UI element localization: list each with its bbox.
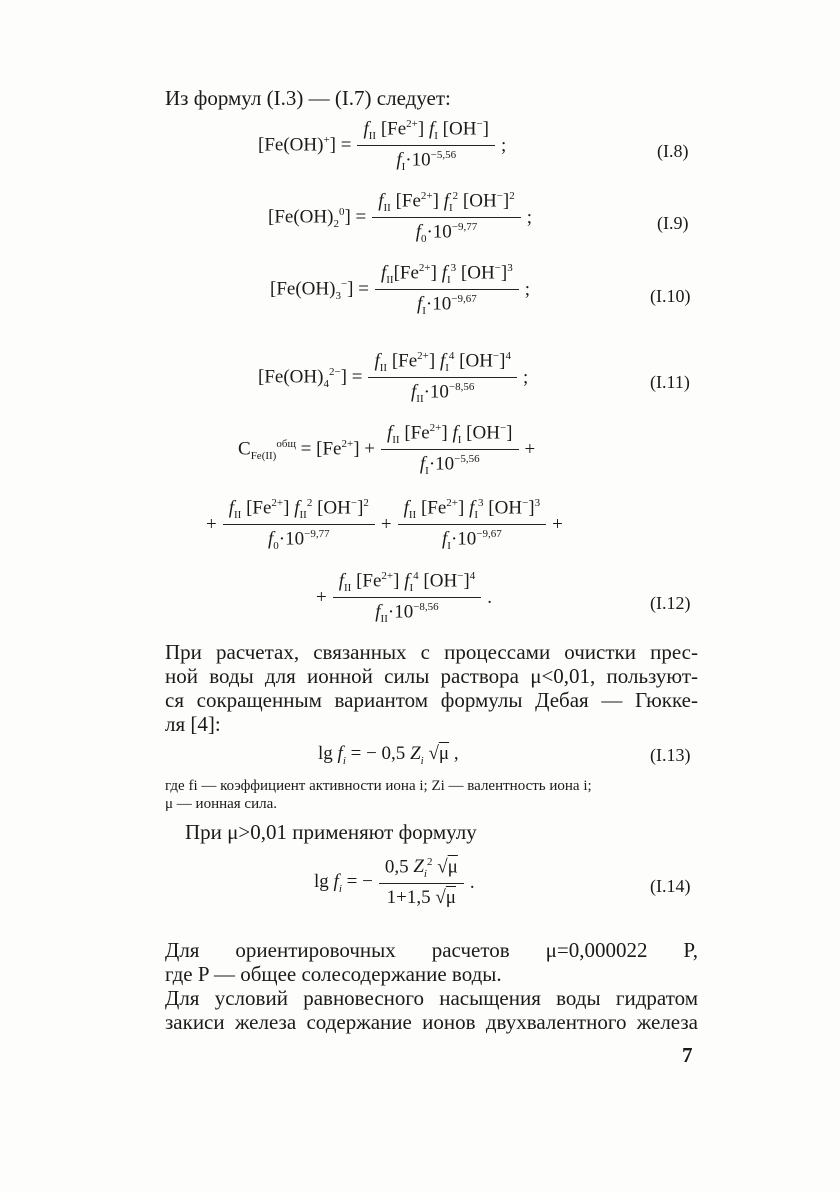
paragraph-2: При μ>0,01 применяют формулу	[185, 820, 477, 844]
equation-1-11: $[Fe(OH)_4^{2-}]$ = $\frac{f_{II} [Fe^{2+}] f_I^4 [OH^-]^4}{f_{II}\cdot 10^{-8,56}}$ ;	[258, 350, 529, 406]
note-line-1: где fi — коэффициент активности иона i; Zi — валентность иона i;	[165, 778, 592, 794]
equation-number-1-9: (I.9)	[657, 213, 689, 233]
equation-1-14: $\lg f_i$ = − $\frac{0,5 Z_i^2 √\mu}{1+1,5 √\mu}$ .	[314, 856, 475, 909]
paragraph-1-line-4: ля [4]:	[165, 712, 221, 736]
paragraph-3-line-2: где P — общее солесодержание воды.	[165, 962, 502, 986]
equation-1-9: $[Fe(OH)_2^0]$ = $\frac{f_{II} [Fe^{2+}] f_I^2 [OH^-]^2}{f_0\cdot 10^{-9,77}}$ ;	[268, 190, 533, 246]
equation-number-1-10: (I.10)	[650, 286, 691, 306]
equation-number-1-8: (I.8)	[657, 141, 689, 161]
equation-number-1-14: (I.14)	[650, 876, 691, 896]
equation-number-1-13: (I.13)	[650, 745, 691, 765]
paragraph-4-line-2: закиси железа содержание ионов двухвалентного железа	[165, 1010, 698, 1034]
paragraph-4-line-1: Для условий равновесного насыщения воды гидратом	[165, 986, 698, 1010]
equation-1-10: $[Fe(OH)_3^-]$ = $\frac{f_{II}[Fe^{2+}] f_I^3 [OH^-]^3}{f_I\cdot 10^{-9,67}}$ ;	[270, 262, 530, 318]
equation-1-13: $\lg f_i$ = − 0,5 $Z_i$ √μ ,	[318, 743, 459, 767]
equation-1-8: [Fe(OH)+] = $\frac{f_{II} [Fe^{2+}] f_I [OH^-]}{f_I\cdot 10^{-5,56}}$ ;	[258, 118, 507, 174]
page-number: 7	[682, 1043, 693, 1067]
paragraph-1-line-2: ной воды для ионной силы раствора μ<0,01, пользуют-	[165, 664, 698, 688]
paragraph-1-line-1: При расчетах, связанных с процессами очистки прес-	[165, 640, 698, 664]
equation-1-12-line-3: + $\frac{f_{II} [Fe^{2+}] f_I^4 [OH^-]^4}{f_{II}\cdot 10^{-8,56}}$ .	[316, 570, 492, 626]
note-line-2: μ — ионная сила.	[165, 796, 278, 812]
intro-text: Из формул (I.3) — (I.7) следует:	[165, 86, 451, 110]
equation-number-1-12: (I.12)	[650, 593, 691, 613]
equation-1-12-line-1: $C_{Fe(II)}^{общ} = [Fe^{2+}]$ + $\frac{f_{II} [Fe^{2+}] f_I [OH^-]}{f_I\cdot 10^{-5,56}}$ +	[238, 422, 536, 478]
equation-number-1-11: (I.11)	[650, 372, 690, 392]
paragraph-3-line-1: Для ориентировочных расчетов μ=0,000022 P,	[165, 938, 698, 962]
equation-1-12-line-2: + $\frac{f_{II} [Fe^{2+}] f_{II}^2 [OH^-]^2}{f_0\cdot 10^{-9,77}}$ + $\frac{f_{II} [Fe^{2+}] f_I^3 [OH^-]^3}{f_I\cdot 10^{-9,67}}$ +	[206, 497, 563, 553]
paragraph-1-line-3: ся сокращенным вариантом формулы Дебая — Гюкке-	[165, 688, 698, 712]
